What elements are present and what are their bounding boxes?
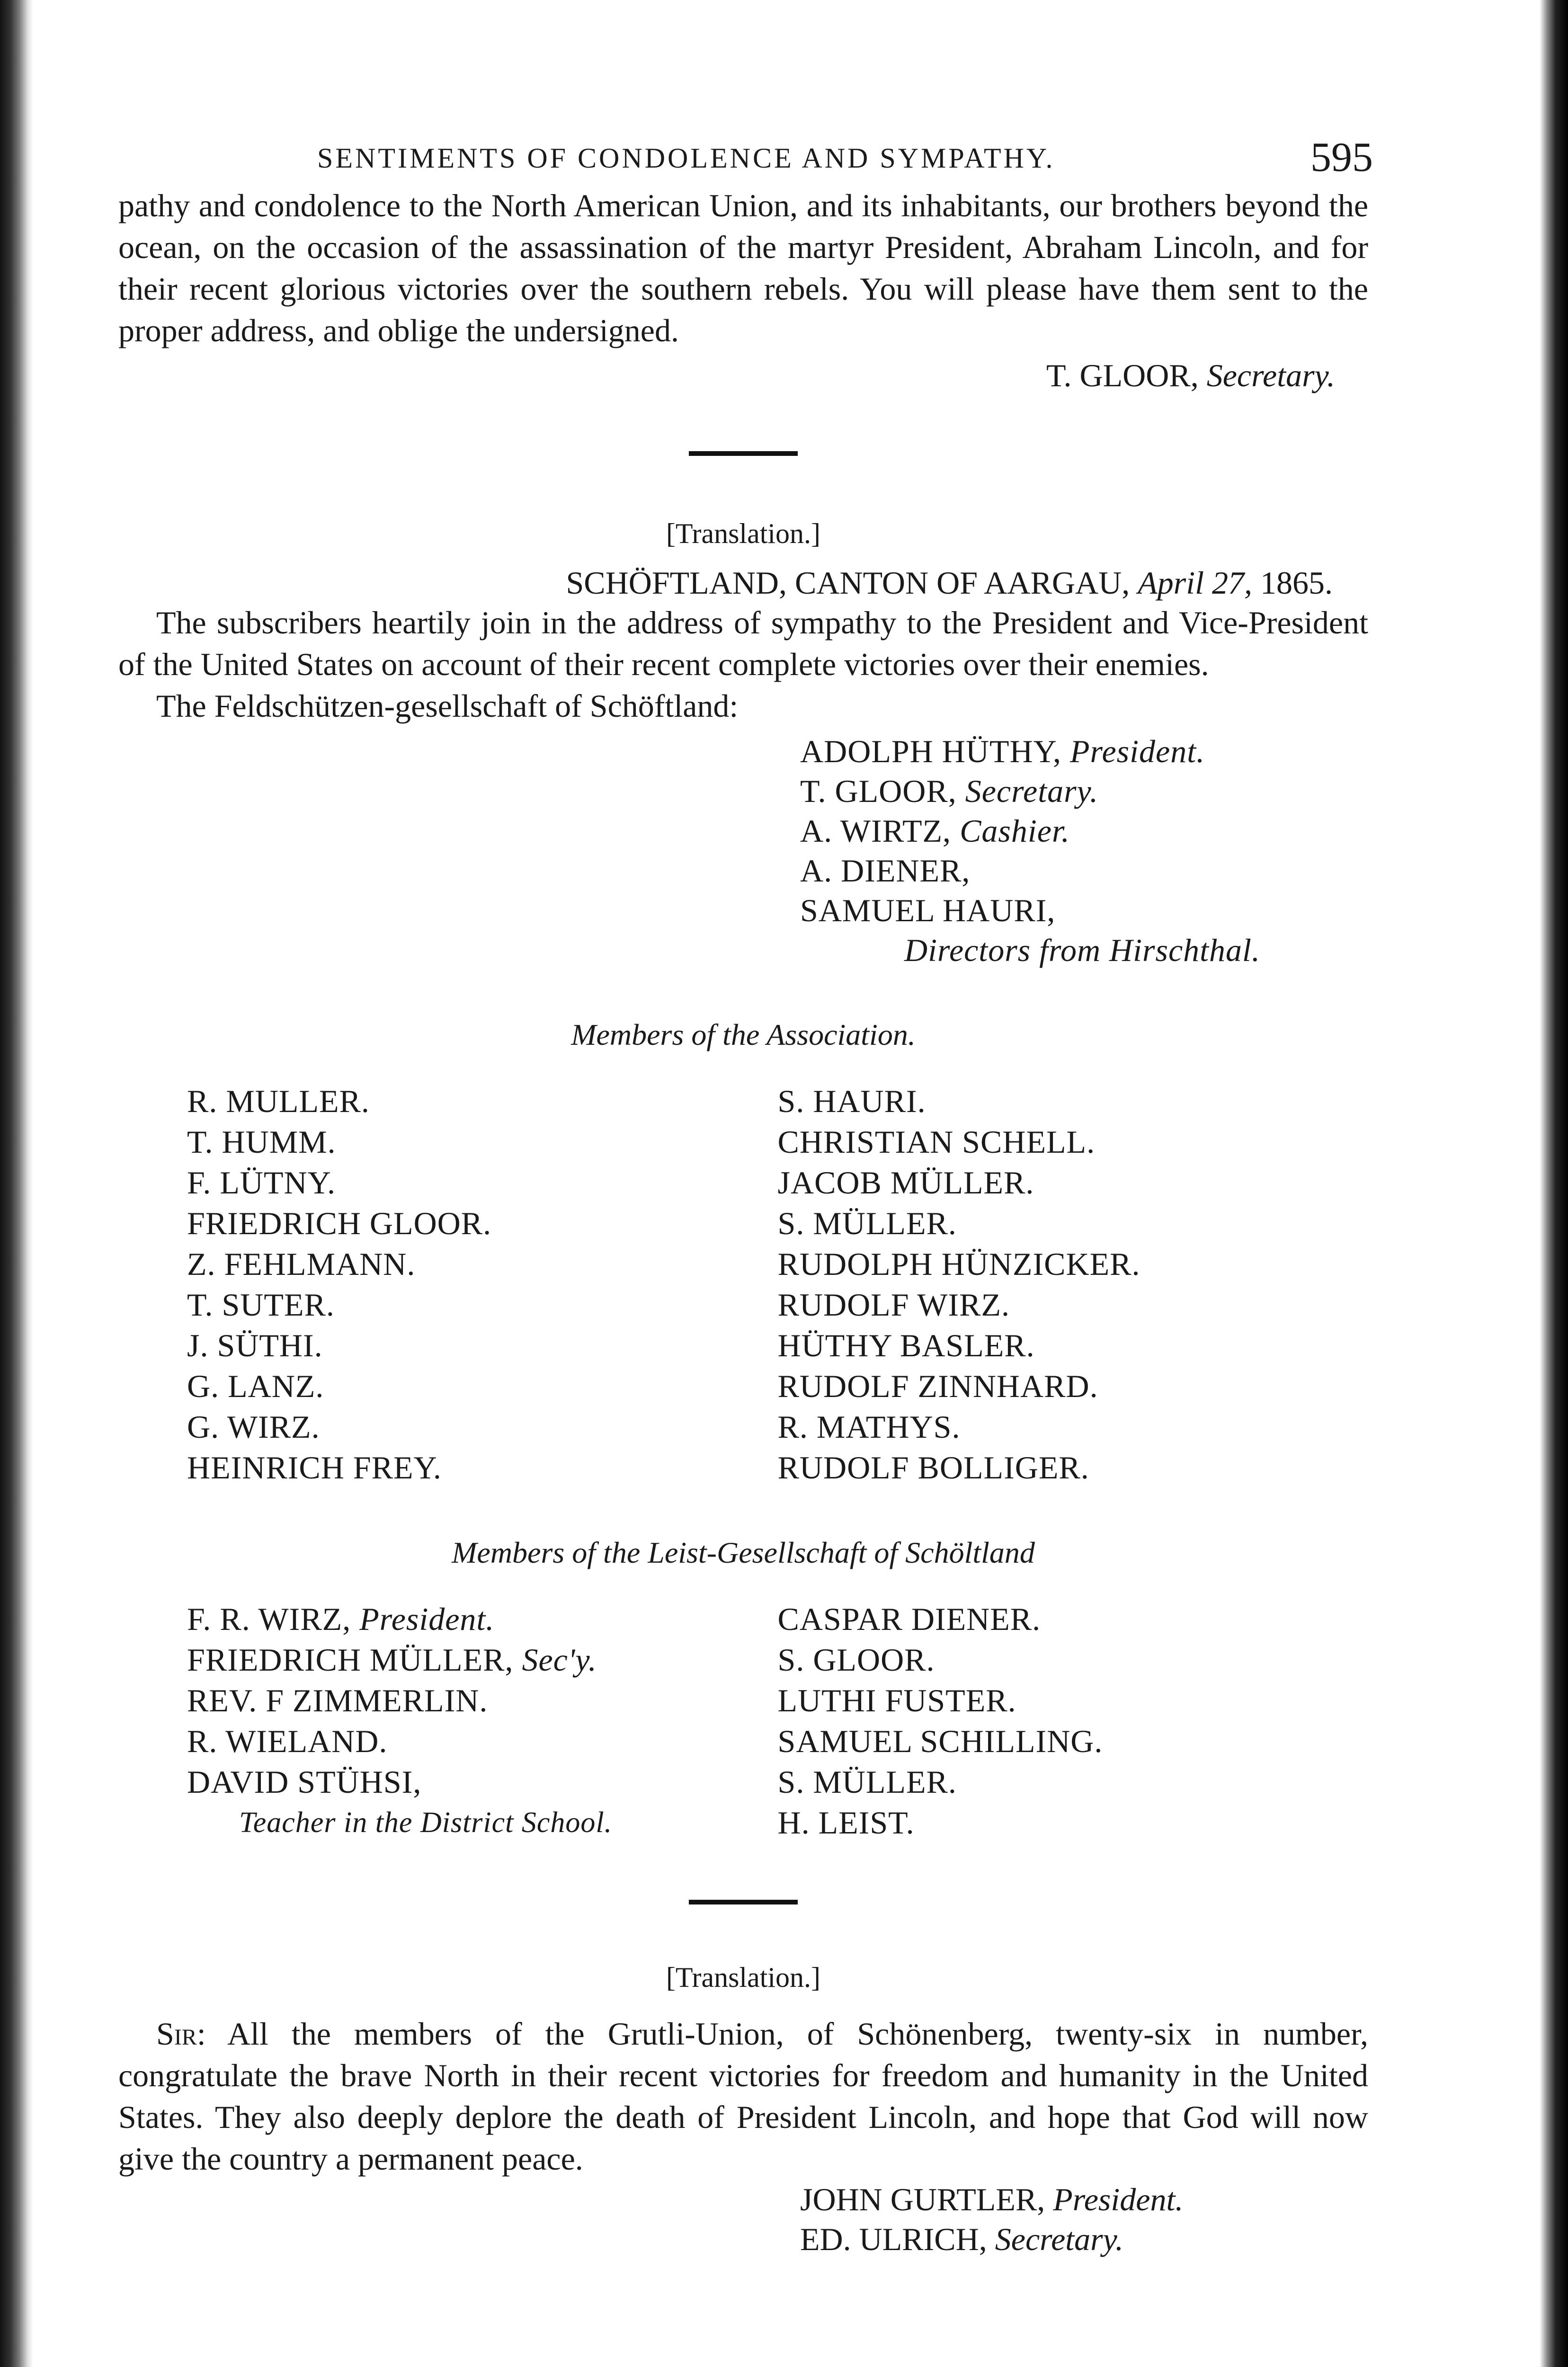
list-item: G. WIRZ. [187, 1409, 320, 1445]
page [118, 123, 1373, 2259]
leist-left-column [118, 1599, 778, 1843]
list-item: FRIEDRICH GLOOR. [187, 1205, 492, 1241]
list-item: FRIEDRICH MÜLLER, Sec'y. [187, 1642, 597, 1678]
list-item: RUDOLF ZINNHARD. [777, 1368, 1098, 1404]
list-item: JACOB MÜLLER. [777, 1165, 1034, 1201]
list-item: CASPAR DIENER. [777, 1601, 1041, 1637]
section-divider [689, 1900, 798, 1904]
page-header [118, 123, 1373, 185]
leist-members-list [118, 1599, 1368, 1843]
letter3-signatures [800, 2180, 1368, 2259]
list-item: S. MÜLLER. [777, 1205, 957, 1241]
running-title: SENTIMENTS OF CONDOLENCE AND SYMPATHY. [317, 142, 1055, 174]
list-item: R. MATHYS. [777, 1409, 961, 1445]
letter3-salutation: Sir: [156, 2016, 206, 2052]
list-item: T. HUMM. [187, 1124, 336, 1160]
scan-border-left [0, 0, 33, 2367]
leist-right-column [778, 1599, 1369, 1843]
officer-row: SAMUEL HAURI, [800, 892, 1056, 928]
letter2-dateline [118, 564, 1368, 602]
letter1-signer-name: T. GLOOR, [1046, 357, 1199, 393]
dateline-place: SCHÖFTLAND, CANTON OF AARGAU, [566, 565, 1130, 601]
signer-row: JOHN GURTLER, President. [800, 2181, 1184, 2217]
letter1-signer-title: Secretary. [1206, 357, 1335, 393]
letter2-translation-label: [Translation.] [666, 518, 821, 549]
leist-left-note: Teacher in the District School. [239, 1806, 613, 1839]
letter1-body: pathy and condolence to the North American Union, and its inhabitants, our brothers beyond the ocean, on the occasion of the assassination of the martyr President, Abraham Lincoln, and for their recent glorious victories over the southern rebels. You will please have them sent to the proper address, and oblige the undersigned. [118, 187, 1368, 348]
list-item: S. HAURI. [777, 1083, 926, 1119]
list-item: RUDOLPH HÜNZICKER. [777, 1246, 1140, 1282]
list-item: DAVID STÜHSI, [187, 1764, 422, 1800]
letter3-translation-label: [Translation.] [666, 1962, 821, 1993]
officer-row: A. WIRTZ, Cashier. [800, 813, 1070, 849]
section-divider [689, 451, 798, 456]
letter2-body: The subscribers heartily join in the address of sympathy to the President and Vice-President of the United States on account of their recent complete victories over their enemies. [118, 605, 1368, 682]
list-item: S. MÜLLER. [777, 1764, 957, 1800]
leist-heading: Members of the Leist-Gesellschaft of Schöltland [452, 1536, 1035, 1569]
list-item: F. R. WIRZ, President. [187, 1601, 495, 1637]
list-item: LUTHI FUSTER. [777, 1682, 1016, 1718]
letter3-body [118, 2013, 1368, 2180]
list-item: CHRISTIAN SCHELL. [777, 1124, 1096, 1160]
officer-row: A. DIENER, [800, 853, 971, 889]
list-item: H. LEIST. [777, 1805, 915, 1841]
members-list [118, 1081, 1368, 1488]
list-item: SAMUEL SCHILLING. [777, 1723, 1103, 1759]
list-item: T. SUTER. [187, 1287, 335, 1323]
members-right-column [778, 1081, 1369, 1488]
list-item: F. LÜTNY. [187, 1165, 336, 1201]
list-item: Z. FEHLMANN. [187, 1246, 416, 1282]
officer-row: T. GLOOR, Secretary. [800, 773, 1098, 809]
list-item: REV. F ZIMMERLIN. [187, 1682, 488, 1718]
list-item: S. GLOOR. [777, 1642, 935, 1678]
scan-border-right [1540, 0, 1568, 2367]
members-left-column [118, 1081, 778, 1488]
list-item: R. WIELAND. [187, 1723, 388, 1759]
list-item: J. SÜTHI. [187, 1327, 323, 1363]
dateline-year: 1865. [1260, 565, 1333, 601]
letter3-body-text: All the members of the Grutli-Union, of Schönenberg, twenty-six in number, congratulate the brave North in their recent victories for freedom and humanity in the United States. They also deeply deplore the death of President Lincoln, and hope that God will now give the country a permanent peace. [118, 2016, 1368, 2177]
list-item: HEINRICH FREY. [187, 1450, 442, 1486]
officer-row: ADOLPH HÜTHY, President. [800, 733, 1205, 769]
list-item: RUDOLF WIRZ. [777, 1287, 1010, 1323]
page-number: 595 [1310, 134, 1373, 180]
directors-note: Directors from Hirschthal. [904, 932, 1260, 968]
signer-row: ED. ULRICH, Secretary. [800, 2221, 1124, 2257]
members-heading: Members of the Association. [571, 1018, 916, 1051]
list-item: R. MULLER. [187, 1083, 370, 1119]
list-item: RUDOLF BOLLIGER. [777, 1450, 1089, 1486]
list-item: G. LANZ. [187, 1368, 324, 1404]
list-item: HÜTHY BASLER. [777, 1327, 1035, 1363]
letter2-society-line: The Feldschützen-gesellschaft of Schöftland: [156, 688, 739, 724]
letter2-officers [800, 731, 1368, 970]
dateline-date: April 27, [1138, 565, 1252, 601]
letter1-signature [118, 357, 1368, 394]
